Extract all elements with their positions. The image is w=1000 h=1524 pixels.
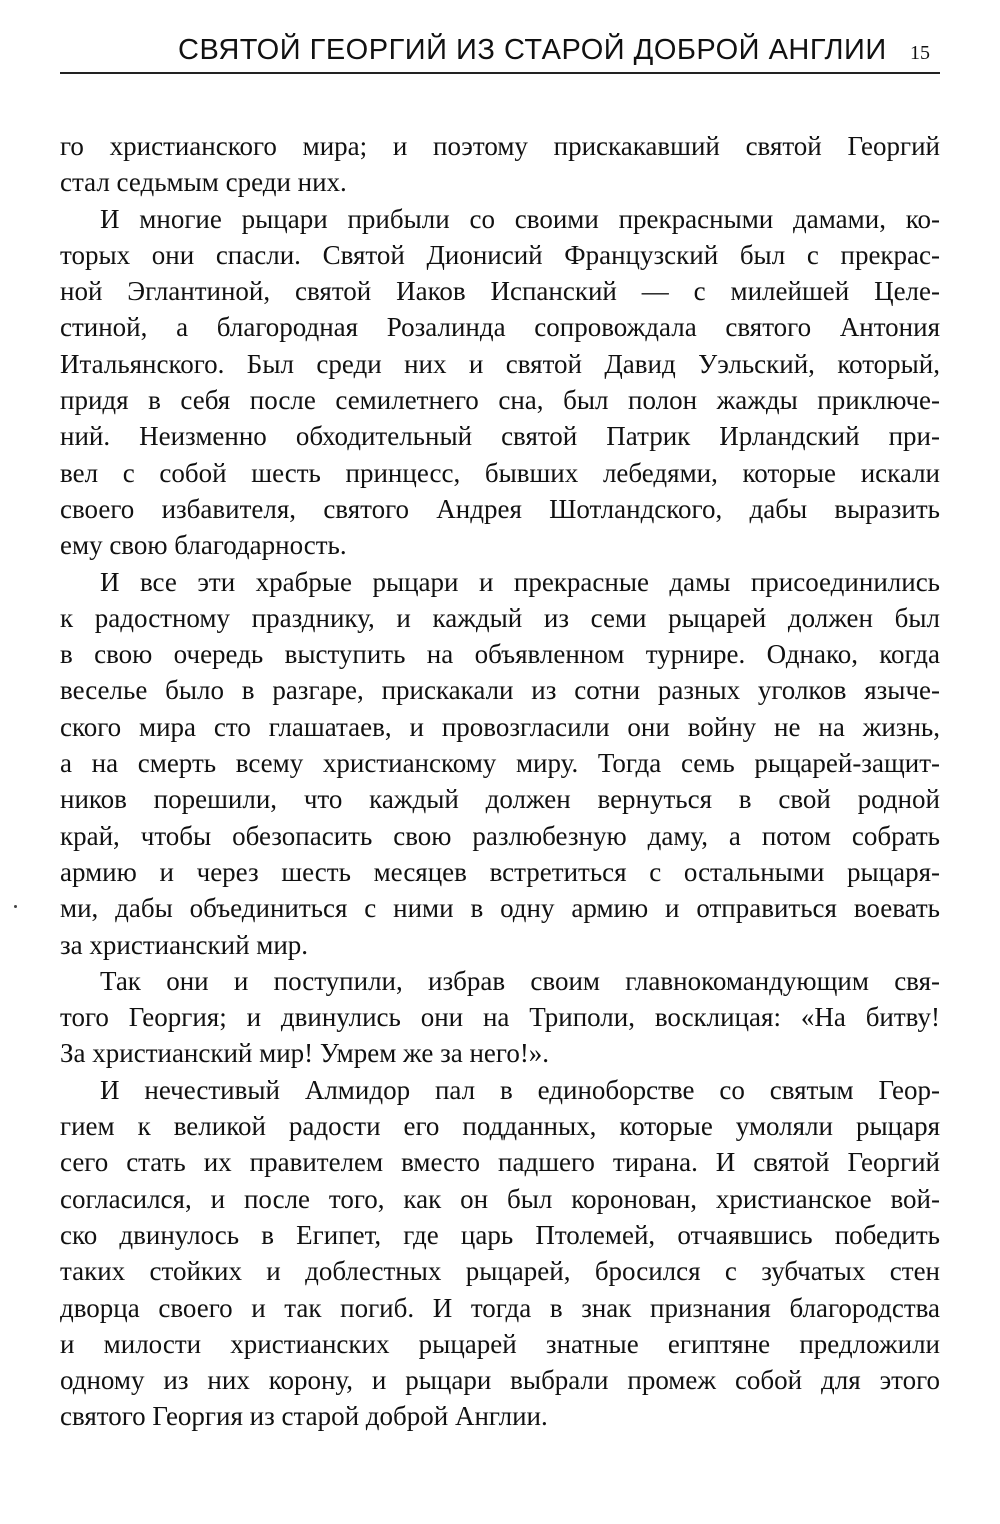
text-line: ний. Неизменно обходительный святой Патрик Ирландский при- <box>60 421 940 452</box>
text-line: торых они спасли. Святой Дионисий Французский был с прекрас- <box>60 239 940 270</box>
scan-speck <box>14 905 17 908</box>
text-line: ского мира сто глашатаев, и провозгласили они войну не на жизнь, <box>60 711 940 742</box>
text-line: ной Эглантиной, святой Иаков Испанский — с милейшей Целе- <box>60 276 940 307</box>
text-line: дворца своего и так погиб. И тогда в знак признания благородства <box>60 1292 940 1323</box>
text-line: го христианского мира; и поэтому прискакавший святой Георгий <box>60 131 940 161</box>
text-line: За христианский мир! Умрем же за него!». <box>60 1038 550 1069</box>
text-line: стиной, а благородная Розалинда сопровождала святого Антония <box>60 312 940 343</box>
text-line: и милости христианских рыцарей знатные египтяне предложили <box>60 1328 940 1359</box>
text-line: того Георгия; и двинулись они на Триполи, восклицая: «На битву! <box>60 1002 940 1033</box>
text-line: ников порешили, что каждый должен вернуться в свой родной <box>60 784 940 815</box>
header-rule <box>60 72 940 74</box>
text-line: веселье было в разгаре, прискакали из сотни разных уголков языче- <box>60 675 940 706</box>
text-line: И все эти храбрые рыцари и прекрасные дамы присоединились <box>100 566 940 597</box>
text-line: край, чтобы обезопасить свою разлюбезную даму, а потом собрать <box>60 820 940 851</box>
text-line: ско двинулось в Египет, где царь Птолемей, отчаявшись победить <box>60 1219 940 1250</box>
body-text <box>60 128 940 1435</box>
text-line: Итальянского. Был среди них и святой Давид Уэльский, который, <box>60 348 940 379</box>
text-line: придя в себя после семилетнего сна, был полон жажды приключе- <box>60 385 940 416</box>
text-line: своего избавителя, святого Андрея Шотландского, дабы выразить <box>60 493 940 524</box>
text-line: Так они и поступили, избрав своим главнокомандующим свя- <box>100 965 940 996</box>
text-line: согласился, и после того, как он был коронован, христианское вой- <box>60 1183 940 1214</box>
text-line: И многие рыцари прибыли со своими прекрасными дамами, ко- <box>100 203 940 234</box>
text-line: сего стать их правителем вместо падшего тирана. И святой Георгий <box>60 1147 940 1178</box>
text-line: стал седьмым среди них. <box>60 167 347 198</box>
page-number: 15 <box>910 42 930 64</box>
text-line: гием к великой радости его подданных, которые умоляли рыцаря <box>60 1111 940 1142</box>
text-line: вел с собой шесть принцесс, бывших лебедями, которые искали <box>60 457 940 488</box>
running-header-title: СВЯТОЙ ГЕОРГИЙ ИЗ СТАРОЙ ДОБРОЙ АНГЛИИ <box>178 34 887 66</box>
text-line: в свою очередь выступить на объявленном турнире. Однако, когда <box>60 639 940 670</box>
running-header <box>60 26 940 78</box>
text-line: за христианский мир. <box>60 929 309 960</box>
text-line: к радостному празднику, и каждый из семи рыцарей должен был <box>60 602 940 633</box>
text-line: ему свою благодарность. <box>60 530 347 561</box>
text-line: армию и через шесть месяцев встретиться с остальными рыцаря- <box>60 856 940 887</box>
text-line: а на смерть всему христианскому миру. Тогда семь рыцарей-защит- <box>60 748 940 779</box>
text-line: таких стойких и доблестных рыцарей, бросился с зубчатых стен <box>60 1256 940 1287</box>
text-line: ми, дабы объединиться с ними в одну армию и отправиться воевать <box>60 893 940 924</box>
text-line: И нечестивый Алмидор пал в единоборстве со святым Геор- <box>100 1074 940 1105</box>
text-line: одному из них корону, и рыцари выбрали промеж собой для этого <box>60 1365 940 1396</box>
text-line: святого Георгия из старой доброй Англии. <box>60 1401 548 1432</box>
